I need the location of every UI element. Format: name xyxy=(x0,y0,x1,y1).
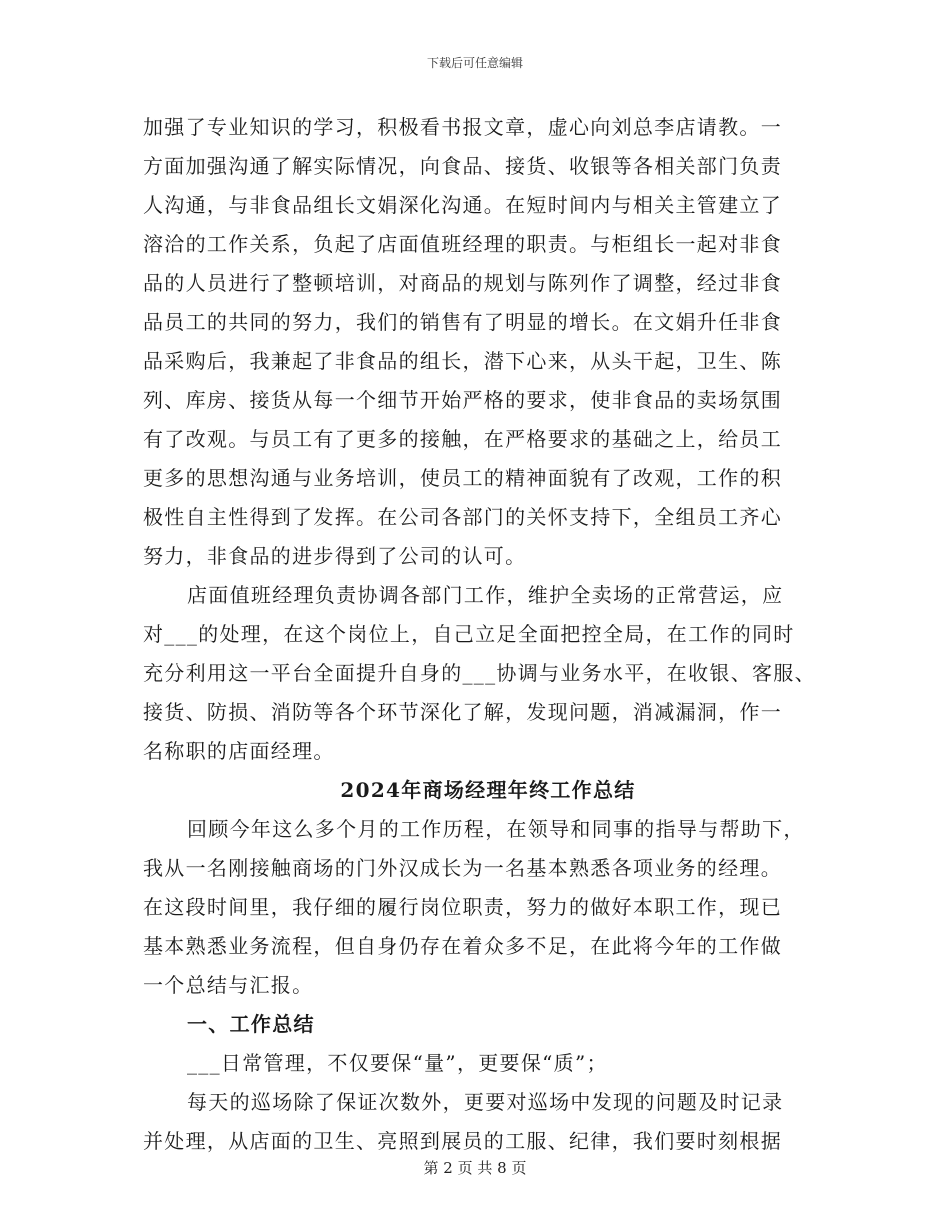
section-title: 2024年商场经理年终工作总结 xyxy=(340,778,636,802)
text-line: 品采购后，我兼起了非食品的组长，潜下心来，从头干起，卫生、陈 xyxy=(143,349,782,373)
text-line: 充分利用这一平台全面提升自身的___协调与业务水平，在收银、客服、 xyxy=(143,661,816,685)
paragraph-start-line: ___日常管理，不仅要保“量”，更要保“质”； xyxy=(187,1051,608,1075)
text-line: 列、库房、接货从每一个细节开始严格的要求，使非食品的卖场氛围 xyxy=(143,388,782,412)
text-line: 品员工的共同的努力，我们的销售有了明显的增长。在文娟升任非食 xyxy=(143,310,782,334)
text-line: 名称职的店面经理。 xyxy=(143,739,335,763)
text-line: 人沟通，与非食品组长文娟深化沟通。在短时间内与相关主管建立了 xyxy=(143,193,782,217)
text-line: 对___的处理，在这个岗位上，自己立足全面把控全局，在工作的同时 xyxy=(143,622,795,646)
text-line: 更多的思想沟通与业务培训，使员工的精神面貌有了改观，工作的积 xyxy=(143,466,782,490)
text-line: 在这段时间里，我仔细的履行岗位职责，努力的做好本职工作，现已 xyxy=(143,895,782,919)
text-line: 溶洽的工作关系，负起了店面值班经理的职责。与柜组长一起对非食 xyxy=(143,232,782,256)
text-line: 并处理，从店面的卫生、亮照到展员的工服、纪律，我们要时刻根据 xyxy=(143,1129,782,1153)
text-line: 极性自主性得到了发挥。在公司各部门的关怀支持下，全组员工齐心 xyxy=(143,505,782,529)
document-body xyxy=(143,108,823,1161)
text-line: 一个总结与汇报。 xyxy=(143,973,314,997)
text-line: 有了改观。与员工有了更多的接触，在严格要求的基础之上，给员工 xyxy=(143,427,782,451)
paragraph-start-line: 店面值班经理负责协调各部门工作，维护全卖场的正常营运，应 xyxy=(187,583,784,607)
text-line: 基本熟悉业务流程，但自身仍存在着众多不足，在此将今年的工作做 xyxy=(143,934,782,958)
paragraph-start-line: 回顾今年这么多个月的工作历程，在领导和同事的指导与帮助下， xyxy=(187,817,805,841)
subsection-heading: 一、工作总结 xyxy=(187,1012,315,1036)
text-line: 接货、防损、消防等各个环节深化了解，发现问题，消减漏洞，作一 xyxy=(143,700,782,724)
text-line: 加强了专业知识的学习，积极看书报文章，虚心向刘总李店请教。一 xyxy=(143,115,782,139)
text-line: 努力，非食品的进步得到了公司的认可。 xyxy=(143,544,527,568)
text-line: 方面加强沟通了解实际情况，向食品、接货、收银等各相关部门负责 xyxy=(143,154,782,178)
paragraph-start-line: 每天的巡场除了保证次数外，更要对巡场中发现的问题及时记录 xyxy=(187,1090,784,1114)
text-line: 品的人员进行了整顿培训，对商品的规划与陈列作了调整，经过非食 xyxy=(143,271,782,295)
page-header: 下载后可任意编辑 xyxy=(426,56,523,70)
page-footer: 第 2 页 共 8 页 xyxy=(423,1159,527,1177)
text-line: 我从一名刚接触商场的门外汉成长为一名基本熟悉各项业务的经理。 xyxy=(143,856,782,880)
